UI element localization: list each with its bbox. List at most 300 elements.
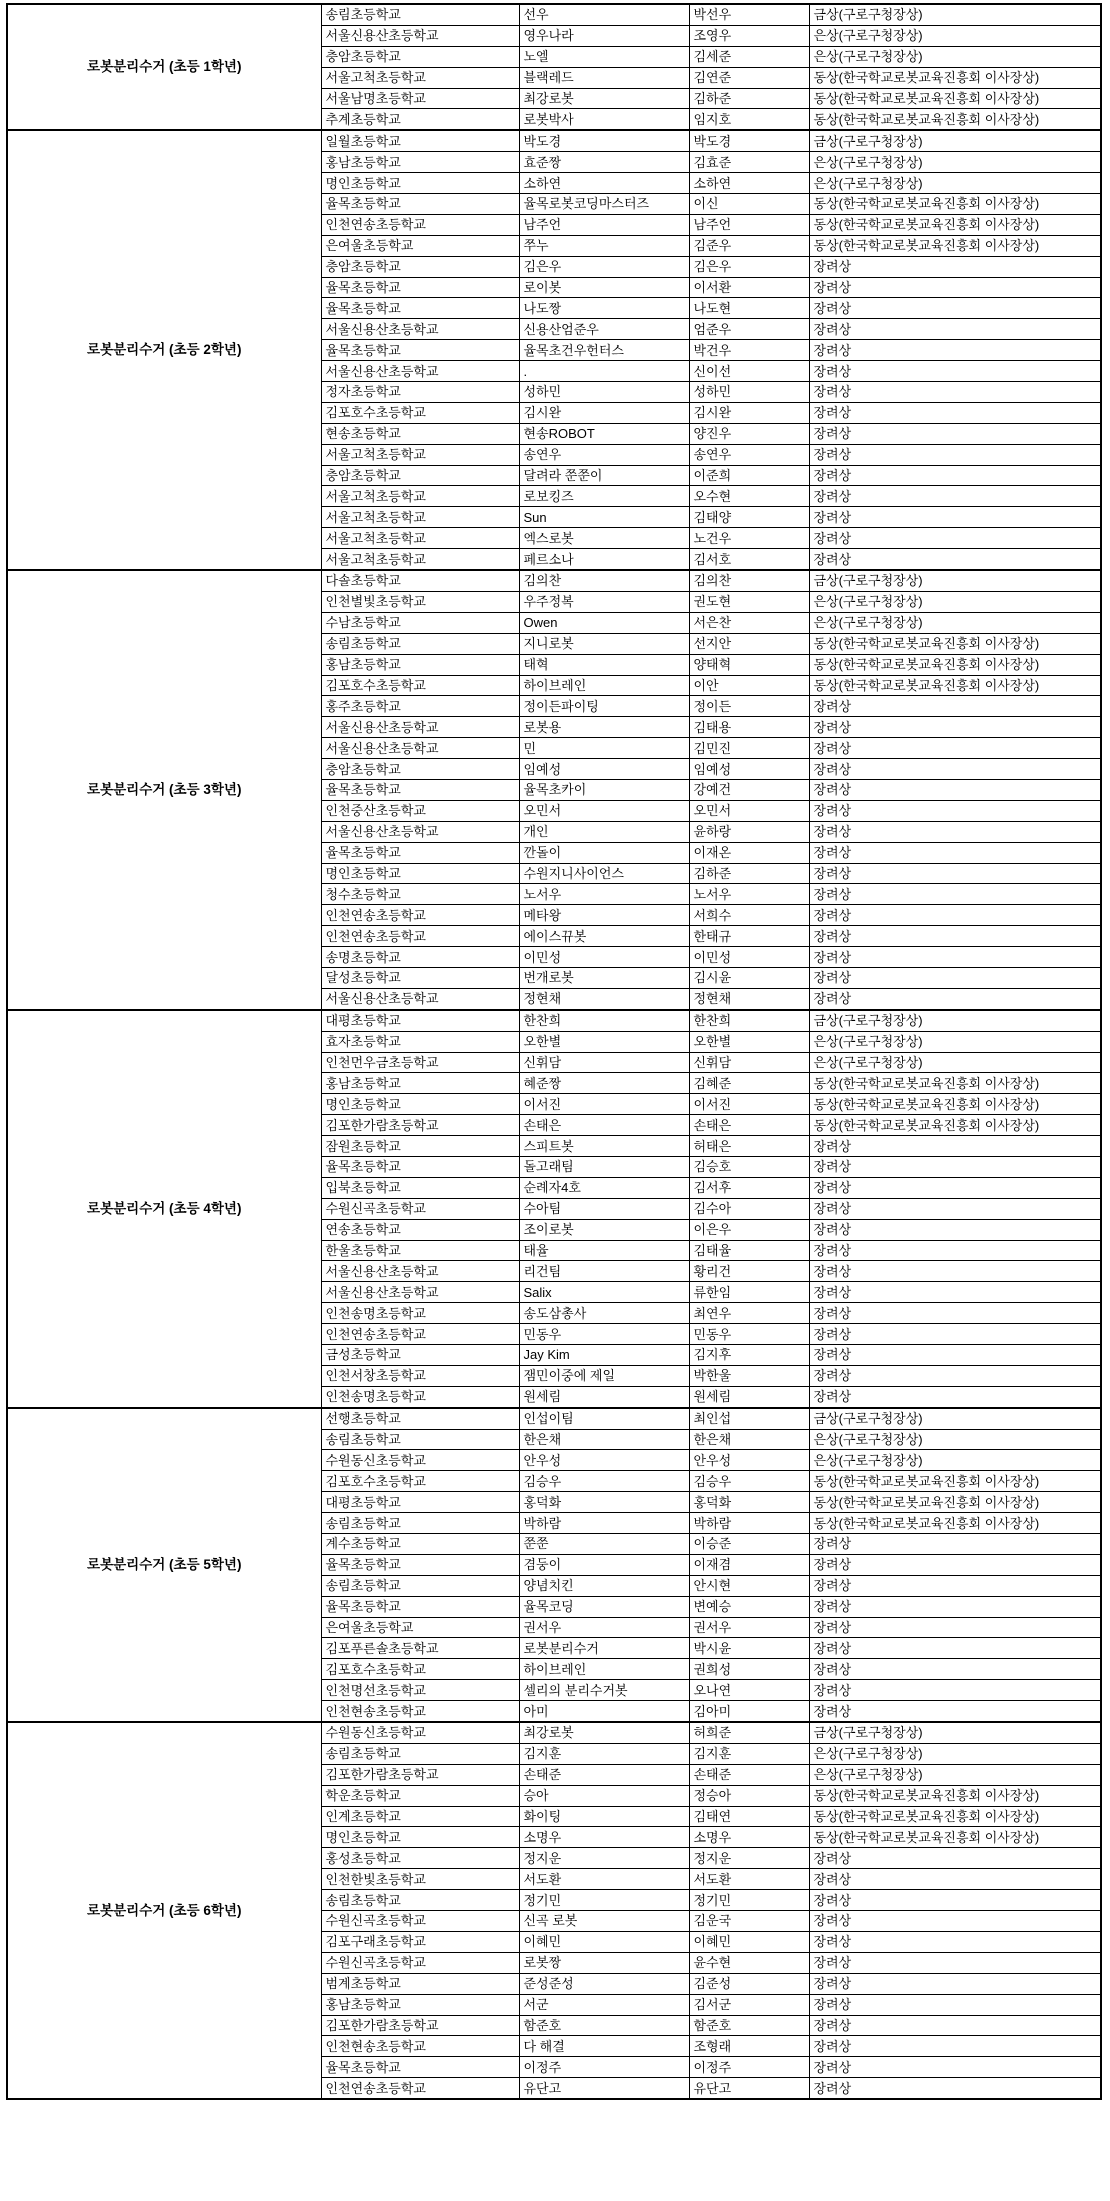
results-table-body <box>7 4 1101 2099</box>
school-cell: 홍남초등학교 <box>321 654 519 675</box>
team-name-cell: 로봇용 <box>519 717 689 738</box>
school-cell: 서울고척초등학교 <box>321 67 519 88</box>
school-cell: 인천연송초등학교 <box>321 905 519 926</box>
school-cell: 수원동신초등학교 <box>321 1450 519 1471</box>
team-name-cell: 달려라 쭌쭌이 <box>519 465 689 486</box>
student-name-cell: 류한임 <box>689 1282 809 1303</box>
award-cell: 동상(한국학교로봇교육진흥회 이사장상) <box>809 1785 1101 1806</box>
award-cell: 동상(한국학교로봇교육진흥회 이사장상) <box>809 1073 1101 1094</box>
award-cell: 장려상 <box>809 2015 1101 2036</box>
student-name-cell: 김연준 <box>689 67 809 88</box>
school-cell: 명인초등학교 <box>321 1827 519 1848</box>
student-name-cell: 김태양 <box>689 507 809 528</box>
category-cell: 로봇분리수거 (초등 6학년) <box>7 1722 321 2099</box>
school-cell: 금성초등학교 <box>321 1345 519 1366</box>
student-name-cell: 노서우 <box>689 884 809 905</box>
award-cell: 장려상 <box>809 759 1101 780</box>
team-name-cell: 인섭이팀 <box>519 1408 689 1429</box>
student-name-cell: 정현채 <box>689 988 809 1009</box>
team-name-cell: 쭈누 <box>519 235 689 256</box>
school-cell: 범계초등학교 <box>321 1973 519 1994</box>
team-name-cell: 정현채 <box>519 988 689 1009</box>
award-cell: 장려상 <box>809 717 1101 738</box>
award-cell: 금상(구로구청장상) <box>809 1722 1101 1743</box>
school-cell: 현송초등학교 <box>321 423 519 444</box>
team-name-cell: 임예성 <box>519 759 689 780</box>
student-name-cell: 최인섭 <box>689 1408 809 1429</box>
student-name-cell: 오민서 <box>689 800 809 821</box>
award-cell: 동상(한국학교로봇교육진흥회 이사장상) <box>809 1492 1101 1513</box>
team-name-cell: 노서우 <box>519 884 689 905</box>
student-name-cell: 원세림 <box>689 1386 809 1407</box>
category-cell: 로봇분리수거 (초등 3학년) <box>7 570 321 1010</box>
team-name-cell: 김승우 <box>519 1471 689 1492</box>
team-name-cell: 로봇분리수거 <box>519 1638 689 1659</box>
award-cell: 은상(구로구청장상) <box>809 173 1101 194</box>
school-cell: 홍남초등학교 <box>321 152 519 173</box>
award-cell: 장려상 <box>809 277 1101 298</box>
team-name-cell: 깐돌이 <box>519 842 689 863</box>
school-cell: 인천먼우금초등학교 <box>321 1052 519 1073</box>
team-name-cell: 정기민 <box>519 1890 689 1911</box>
school-cell: 인천명선초등학교 <box>321 1680 519 1701</box>
award-cell: 장려상 <box>809 486 1101 507</box>
school-cell: 김포한가람초등학교 <box>321 1115 519 1136</box>
school-cell: 율목초등학교 <box>321 1596 519 1617</box>
school-cell: 수원신곡초등학교 <box>321 1911 519 1932</box>
team-name-cell: 율목초카이 <box>519 779 689 800</box>
team-name-cell: 페르소나 <box>519 549 689 570</box>
team-name-cell: 우주정복 <box>519 591 689 612</box>
student-name-cell: 손태은 <box>689 1115 809 1136</box>
team-name-cell: 셀리의 분리수거봇 <box>519 1680 689 1701</box>
award-cell: 장려상 <box>809 1156 1101 1177</box>
team-name-cell: 현송ROBOT <box>519 423 689 444</box>
student-name-cell: 이혜민 <box>689 1931 809 1952</box>
award-cell: 장려상 <box>809 1575 1101 1596</box>
student-name-cell: 김세준 <box>689 46 809 67</box>
student-name-cell: 임지호 <box>689 109 809 130</box>
student-name-cell: 유단고 <box>689 2078 809 2099</box>
school-cell: 인천서창초등학교 <box>321 1365 519 1386</box>
award-cell: 장려상 <box>809 1282 1101 1303</box>
award-cell: 장려상 <box>809 884 1101 905</box>
award-cell: 동상(한국학교로봇교육진흥회 이사장상) <box>809 1094 1101 1115</box>
student-name-cell: 안우성 <box>689 1450 809 1471</box>
student-name-cell: 정기민 <box>689 1890 809 1911</box>
award-cell: 동상(한국학교로봇교육진흥회 이사장상) <box>809 654 1101 675</box>
school-cell: 송명초등학교 <box>321 947 519 968</box>
school-cell: 김포호수초등학교 <box>321 402 519 423</box>
team-name-cell: 민 <box>519 738 689 759</box>
student-name-cell: 성하민 <box>689 382 809 403</box>
school-cell: 달성초등학교 <box>321 967 519 988</box>
team-name-cell: 태율 <box>519 1240 689 1261</box>
team-name-cell: 손태은 <box>519 1115 689 1136</box>
student-name-cell: 이정주 <box>689 2057 809 2078</box>
team-name-cell: 이정주 <box>519 2057 689 2078</box>
school-cell: 인천송명초등학교 <box>321 1303 519 1324</box>
award-cell: 은상(구로구청장상) <box>809 1031 1101 1052</box>
team-name-cell: 겸둥이 <box>519 1554 689 1575</box>
award-cell: 장려상 <box>809 1659 1101 1680</box>
team-name-cell: 유단고 <box>519 2078 689 2099</box>
student-name-cell: 박선우 <box>689 4 809 25</box>
award-cell: 장려상 <box>809 821 1101 842</box>
team-name-cell: 이민성 <box>519 947 689 968</box>
award-cell: 은상(구로구청장상) <box>809 1052 1101 1073</box>
student-name-cell: 송연우 <box>689 444 809 465</box>
award-cell: 장려상 <box>809 1701 1101 1722</box>
team-name-cell: 양념치킨 <box>519 1575 689 1596</box>
school-cell: 인천연송초등학교 <box>321 926 519 947</box>
award-cell: 장려상 <box>809 528 1101 549</box>
school-cell: 서울고척초등학교 <box>321 507 519 528</box>
student-name-cell: 서은찬 <box>689 612 809 633</box>
school-cell: 김포호수초등학교 <box>321 675 519 696</box>
team-name-cell: 수아팀 <box>519 1198 689 1219</box>
student-name-cell: 윤수현 <box>689 1952 809 1973</box>
school-cell: 한울초등학교 <box>321 1240 519 1261</box>
student-name-cell: 오나연 <box>689 1680 809 1701</box>
table-row <box>7 570 1101 591</box>
team-name-cell: 율목로봇코딩마스터즈 <box>519 194 689 215</box>
table-row <box>7 4 1101 25</box>
award-cell: 장려상 <box>809 1931 1101 1952</box>
school-cell: 충암초등학교 <box>321 759 519 780</box>
student-name-cell: 소하연 <box>689 173 809 194</box>
award-cell: 동상(한국학교로봇교육진흥회 이사장상) <box>809 675 1101 696</box>
award-cell: 금상(구로구청장상) <box>809 4 1101 25</box>
student-name-cell: 신이선 <box>689 361 809 382</box>
school-cell: 선행초등학교 <box>321 1408 519 1429</box>
award-cell: 장려상 <box>809 1911 1101 1932</box>
award-cell: 장려상 <box>809 382 1101 403</box>
award-cell: 장려상 <box>809 1345 1101 1366</box>
award-cell: 은상(구로구청장상) <box>809 612 1101 633</box>
team-name-cell: 한찬희 <box>519 1010 689 1031</box>
award-cell: 장려상 <box>809 1952 1101 1973</box>
school-cell: 서울신용산초등학교 <box>321 821 519 842</box>
award-cell: 장려상 <box>809 402 1101 423</box>
table-row <box>7 130 1101 151</box>
student-name-cell: 이서환 <box>689 277 809 298</box>
student-name-cell: 박하람 <box>689 1513 809 1534</box>
school-cell: 서울신용산초등학교 <box>321 361 519 382</box>
team-name-cell: 서군 <box>519 1994 689 2015</box>
team-name-cell: 번개로봇 <box>519 967 689 988</box>
award-cell: 장려상 <box>809 842 1101 863</box>
team-name-cell: 하이브레인 <box>519 675 689 696</box>
award-cell: 장려상 <box>809 1177 1101 1198</box>
student-name-cell: 조형래 <box>689 2036 809 2057</box>
student-name-cell: 권도현 <box>689 591 809 612</box>
student-name-cell: 허태은 <box>689 1136 809 1157</box>
category-cell: 로봇분리수거 (초등 4학년) <box>7 1010 321 1408</box>
category-cell: 로봇분리수거 (초등 5학년) <box>7 1408 321 1722</box>
team-name-cell: 김시완 <box>519 402 689 423</box>
student-name-cell: 권서우 <box>689 1617 809 1638</box>
team-name-cell: 태혁 <box>519 654 689 675</box>
student-name-cell: 한찬희 <box>689 1010 809 1031</box>
student-name-cell: 김서호 <box>689 549 809 570</box>
award-cell: 장려상 <box>809 1554 1101 1575</box>
student-name-cell: 정지운 <box>689 1848 809 1869</box>
team-name-cell: 신휘담 <box>519 1052 689 1073</box>
team-name-cell: 영우나라 <box>519 25 689 46</box>
student-name-cell: 김태용 <box>689 717 809 738</box>
school-cell: 계수초등학교 <box>321 1534 519 1555</box>
team-name-cell: 한은채 <box>519 1429 689 1450</box>
school-cell: 서울신용산초등학교 <box>321 717 519 738</box>
team-name-cell: 엑스로봇 <box>519 528 689 549</box>
award-cell: 금상(구로구청장상) <box>809 130 1101 151</box>
team-name-cell: 최강로봇 <box>519 1722 689 1743</box>
team-name-cell: 로이봇 <box>519 277 689 298</box>
student-name-cell: 민동우 <box>689 1324 809 1345</box>
student-name-cell: 김하준 <box>689 863 809 884</box>
award-cell: 동상(한국학교로봇교육진흥회 이사장상) <box>809 633 1101 654</box>
team-name-cell: 혜준짱 <box>519 1073 689 1094</box>
student-name-cell: 엄준우 <box>689 319 809 340</box>
school-cell: 대평초등학교 <box>321 1492 519 1513</box>
student-name-cell: 김수아 <box>689 1198 809 1219</box>
student-name-cell: 김지훈 <box>689 1743 809 1764</box>
student-name-cell: 박한울 <box>689 1365 809 1386</box>
school-cell: 추계초등학교 <box>321 109 519 130</box>
student-name-cell: 김아미 <box>689 1701 809 1722</box>
team-name-cell: 선우 <box>519 4 689 25</box>
award-cell: 장려상 <box>809 319 1101 340</box>
award-cell: 장려상 <box>809 361 1101 382</box>
school-cell: 서울남명초등학교 <box>321 88 519 109</box>
student-name-cell: 이재겸 <box>689 1554 809 1575</box>
school-cell: 연송초등학교 <box>321 1219 519 1240</box>
school-cell: 서울신용산초등학교 <box>321 1261 519 1282</box>
award-cell: 장려상 <box>809 1638 1101 1659</box>
school-cell: 수원동신초등학교 <box>321 1722 519 1743</box>
team-name-cell: 로보킹즈 <box>519 486 689 507</box>
school-cell: 잠원초등학교 <box>321 1136 519 1157</box>
school-cell: 서울신용산초등학교 <box>321 319 519 340</box>
table-row <box>7 1408 1101 1429</box>
team-name-cell: 이혜민 <box>519 1931 689 1952</box>
school-cell: 율목초등학교 <box>321 1554 519 1575</box>
team-name-cell: 지니로봇 <box>519 633 689 654</box>
table-row <box>7 1722 1101 1743</box>
student-name-cell: 김운국 <box>689 1911 809 1932</box>
student-name-cell: 박건우 <box>689 340 809 361</box>
team-name-cell: 블랙레드 <box>519 67 689 88</box>
award-cell: 장려상 <box>809 256 1101 277</box>
school-cell: 서울고척초등학교 <box>321 549 519 570</box>
award-cell: 장려상 <box>809 1198 1101 1219</box>
award-cell: 장려상 <box>809 1680 1101 1701</box>
school-cell: 학운초등학교 <box>321 1785 519 1806</box>
team-name-cell: 안우성 <box>519 1450 689 1471</box>
school-cell: 송림초등학교 <box>321 1429 519 1450</box>
school-cell: 충암초등학교 <box>321 46 519 67</box>
team-name-cell: 개인 <box>519 821 689 842</box>
award-cell: 장려상 <box>809 738 1101 759</box>
student-name-cell: 손태준 <box>689 1764 809 1785</box>
student-name-cell: 황리건 <box>689 1261 809 1282</box>
student-name-cell: 김은우 <box>689 256 809 277</box>
school-cell: 인천한빛초등학교 <box>321 1869 519 1890</box>
student-name-cell: 김민진 <box>689 738 809 759</box>
award-cell: 장려상 <box>809 1973 1101 1994</box>
school-cell: 수원신곡초등학교 <box>321 1198 519 1219</box>
school-cell: 일월초등학교 <box>321 130 519 151</box>
table-row <box>7 1010 1101 1031</box>
student-name-cell: 선지안 <box>689 633 809 654</box>
school-cell: 율목초등학교 <box>321 1156 519 1177</box>
team-name-cell: 신용산엄준우 <box>519 319 689 340</box>
award-cell: 은상(구로구청장상) <box>809 591 1101 612</box>
team-name-cell: 오한별 <box>519 1031 689 1052</box>
student-name-cell: 이재온 <box>689 842 809 863</box>
team-name-cell: . <box>519 361 689 382</box>
student-name-cell: 박시윤 <box>689 1638 809 1659</box>
team-name-cell: 잼민이중에 제일 <box>519 1365 689 1386</box>
award-cell: 장려상 <box>809 967 1101 988</box>
school-cell: 인천중산초등학교 <box>321 800 519 821</box>
award-cell: 은상(구로구청장상) <box>809 1429 1101 1450</box>
school-cell: 인천현송초등학교 <box>321 2036 519 2057</box>
category-cell: 로봇분리수거 (초등 1학년) <box>7 4 321 130</box>
award-cell: 동상(한국학교로봇교육진흥회 이사장상) <box>809 109 1101 130</box>
student-name-cell: 김서군 <box>689 1994 809 2015</box>
award-cell: 장려상 <box>809 2078 1101 2099</box>
team-name-cell: Salix <box>519 1282 689 1303</box>
school-cell: 홍남초등학교 <box>321 1994 519 2015</box>
school-cell: 율목초등학교 <box>321 277 519 298</box>
award-cell: 장려상 <box>809 2057 1101 2078</box>
award-cell: 장려상 <box>809 800 1101 821</box>
school-cell: 홍성초등학교 <box>321 1848 519 1869</box>
school-cell: 서울고척초등학교 <box>321 444 519 465</box>
school-cell: 율목초등학교 <box>321 2057 519 2078</box>
team-name-cell: 성하민 <box>519 382 689 403</box>
team-name-cell: 율목초건우헌터스 <box>519 340 689 361</box>
student-name-cell: 정이든 <box>689 696 809 717</box>
school-cell: 김포호수초등학교 <box>321 1659 519 1680</box>
team-name-cell: 홍덕화 <box>519 1492 689 1513</box>
school-cell: 인계초등학교 <box>321 1806 519 1827</box>
award-cell: 은상(구로구청장상) <box>809 1450 1101 1471</box>
award-cell: 장려상 <box>809 1303 1101 1324</box>
team-name-cell: 정지운 <box>519 1848 689 1869</box>
student-name-cell: 김서후 <box>689 1177 809 1198</box>
team-name-cell: 조이로봇 <box>519 1219 689 1240</box>
award-cell: 은상(구로구청장상) <box>809 152 1101 173</box>
team-name-cell: 민동우 <box>519 1324 689 1345</box>
school-cell: 명인초등학교 <box>321 1094 519 1115</box>
team-name-cell: 로봇박사 <box>519 109 689 130</box>
award-cell: 장려상 <box>809 298 1101 319</box>
team-name-cell: 김은우 <box>519 256 689 277</box>
student-name-cell: 윤하랑 <box>689 821 809 842</box>
school-cell: 송림초등학교 <box>321 633 519 654</box>
award-cell: 장려상 <box>809 444 1101 465</box>
team-name-cell: 서도환 <box>519 1869 689 1890</box>
award-cell: 장려상 <box>809 696 1101 717</box>
award-cell: 장려상 <box>809 1261 1101 1282</box>
student-name-cell: 변예승 <box>689 1596 809 1617</box>
team-name-cell: Jay Kim <box>519 1345 689 1366</box>
school-cell: 충암초등학교 <box>321 465 519 486</box>
student-name-cell: 이민성 <box>689 947 809 968</box>
school-cell: 명인초등학교 <box>321 173 519 194</box>
award-cell: 장려상 <box>809 549 1101 570</box>
award-cell: 동상(한국학교로봇교육진흥회 이사장상) <box>809 1806 1101 1827</box>
award-cell: 장려상 <box>809 1386 1101 1407</box>
school-cell: 서울신용산초등학교 <box>321 25 519 46</box>
team-name-cell: 스피트봇 <box>519 1136 689 1157</box>
student-name-cell: 홍덕화 <box>689 1492 809 1513</box>
team-name-cell: 김의찬 <box>519 570 689 591</box>
student-name-cell: 양진우 <box>689 423 809 444</box>
student-name-cell: 서희수 <box>689 905 809 926</box>
award-cell: 동상(한국학교로봇교육진흥회 이사장상) <box>809 67 1101 88</box>
school-cell: 김포한가람초등학교 <box>321 2015 519 2036</box>
team-name-cell: 소하연 <box>519 173 689 194</box>
award-cell: 장려상 <box>809 1136 1101 1157</box>
school-cell: 율목초등학교 <box>321 194 519 215</box>
student-name-cell: 김준성 <box>689 1973 809 1994</box>
student-name-cell: 이서진 <box>689 1094 809 1115</box>
student-name-cell: 함준호 <box>689 2015 809 2036</box>
award-cell: 장려상 <box>809 1365 1101 1386</box>
team-name-cell: 준성준성 <box>519 1973 689 1994</box>
student-name-cell: 김태율 <box>689 1240 809 1261</box>
school-cell: 인천별빛초등학교 <box>321 591 519 612</box>
student-name-cell: 김승호 <box>689 1156 809 1177</box>
school-cell: 서울고척초등학교 <box>321 486 519 507</box>
school-cell: 인천연송초등학교 <box>321 2078 519 2099</box>
results-table <box>6 3 1102 2100</box>
student-name-cell: 소명우 <box>689 1827 809 1848</box>
award-cell: 장려상 <box>809 947 1101 968</box>
award-cell: 장려상 <box>809 1534 1101 1555</box>
team-name-cell: 리건팀 <box>519 1261 689 1282</box>
school-cell: 율목초등학교 <box>321 298 519 319</box>
team-name-cell: 권서우 <box>519 1617 689 1638</box>
team-name-cell: 원세림 <box>519 1386 689 1407</box>
school-cell: 청수초등학교 <box>321 884 519 905</box>
school-cell: 홍주초등학교 <box>321 696 519 717</box>
student-name-cell: 이승준 <box>689 1534 809 1555</box>
award-cell: 장려상 <box>809 1848 1101 1869</box>
award-cell: 동상(한국학교로봇교육진흥회 이사장상) <box>809 214 1101 235</box>
award-cell: 장려상 <box>809 1219 1101 1240</box>
student-name-cell: 한태규 <box>689 926 809 947</box>
student-name-cell: 이은우 <box>689 1219 809 1240</box>
student-name-cell: 권희성 <box>689 1659 809 1680</box>
team-name-cell: 수원지니사이언스 <box>519 863 689 884</box>
school-cell: 입북초등학교 <box>321 1177 519 1198</box>
student-name-cell: 안시현 <box>689 1575 809 1596</box>
student-name-cell: 김혜준 <box>689 1073 809 1094</box>
student-name-cell: 이안 <box>689 675 809 696</box>
team-name-cell: 로봇짱 <box>519 1952 689 1973</box>
school-cell: 서울고척초등학교 <box>321 528 519 549</box>
team-name-cell: Owen <box>519 612 689 633</box>
team-name-cell: 남주언 <box>519 214 689 235</box>
award-cell: 은상(구로구청장상) <box>809 1764 1101 1785</box>
student-name-cell: 김효준 <box>689 152 809 173</box>
team-name-cell: 쭌쭌 <box>519 1534 689 1555</box>
